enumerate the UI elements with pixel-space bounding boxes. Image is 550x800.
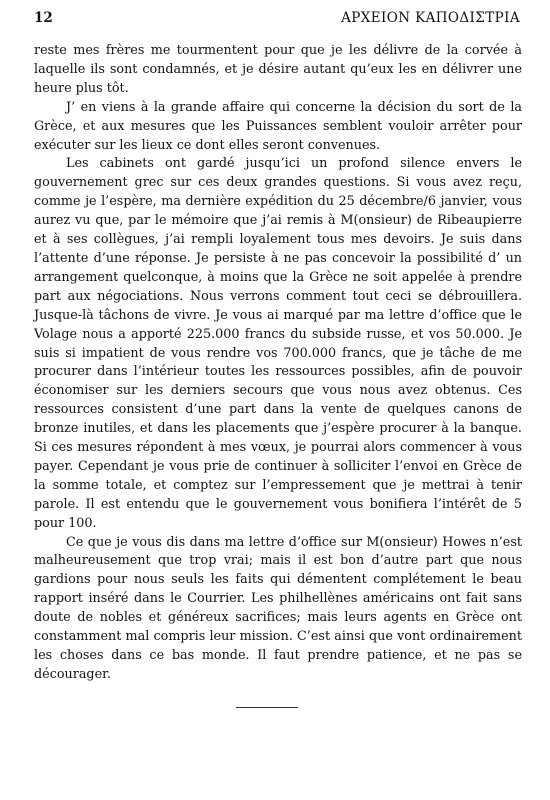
page-number: 12 bbox=[34, 10, 53, 26]
paragraph-continuation: reste mes frères me tourmentent pour que je les délivre de la corvée à laquelle ils sont condamnés, et je désire autant qu’eux les en délivrer une heure plus tôt. bbox=[34, 43, 522, 96]
paragraph: J’ en viens à la grande affaire qui concerne la décision du sort de la Grèce, et aux mesures que les Puissances semblent vouloir arrêter pour exécuter sur les lieux ce dont elles seront convenues. bbox=[34, 99, 522, 153]
body-text bbox=[34, 42, 522, 685]
running-head: ΑΡΧΕΙΟΝ ΚΑΠΟΔΙΣΤΡΙΑ bbox=[341, 10, 520, 26]
paragraph: Ce que je vous dis dans ma lettre d’office sur M(onsieur) Howes n’est malheureusement que trop vrai; mais il est bon d’autre part que nous gardions pour nous seuls les faits qui démentent complétement le beau rapport inséré dans le Courrier. Les philhellènes américains ont fait sans doute de nobles et généreux sacrifices; mais leurs agents en Grèce ont constamment mal compris leur mission. C’est ainsi que vont ordinairement les choses dans ce bas monde. Il faut prendre patience, et ne pas se décourager. bbox=[34, 534, 522, 682]
section-end-rule bbox=[236, 707, 298, 708]
page-header bbox=[34, 10, 520, 30]
paragraph: Les cabinets ont gardé jusqu’ici un profond silence envers le gouvernement grec sur ces deux grandes questions. Si vous avez reçu, comme je l’espère, ma dernière expédition du 25 décembre/6 janvier, vous aurez vu que, par le mémoire que j’ai remis à M(onsieur) de Ribeaupierre et à ses collègues, j’ai rempli loyalement tous mes devoirs. Je suis dans l’attente d’une réponse. Je persiste à ne pas concevoir la possibilité d’ un arrangement quelconque, à moins que la Grèce ne soit appelée à prendre part aux négociations. Nous verrons comment tout ceci se débrouillera. Jusque-là tâchons de vivre. Je vous ai marqué par ma lettre d’office que le Volage nous a apporté 225.000 francs du subside russe, et vos 50.000. Je suis si impatient de vous rendre vos 700.000 francs, que je tâche de me procurer dans l’intérieur toutes les ressources possibles, afin de pouvoir économiser sur les derniers secours que vous nous avez obtenus. Ces ressources consistent d’une part dans la vente de quelques canons de bronze inutiles, et dans les placements que j’espère procurer à la banque. Si ces mesures répondent à mes vœux, je pourrai alors commencer à vous payer. Cependant je vous prie de continuer à solliciter l’envoi en Grèce de la somme totale, et comptez sur l’empressement que je mettrai à tenir parole. Il est entendu que le gouvernement vous bonifiera l’intérêt de 5 pour 100. bbox=[34, 156, 522, 531]
